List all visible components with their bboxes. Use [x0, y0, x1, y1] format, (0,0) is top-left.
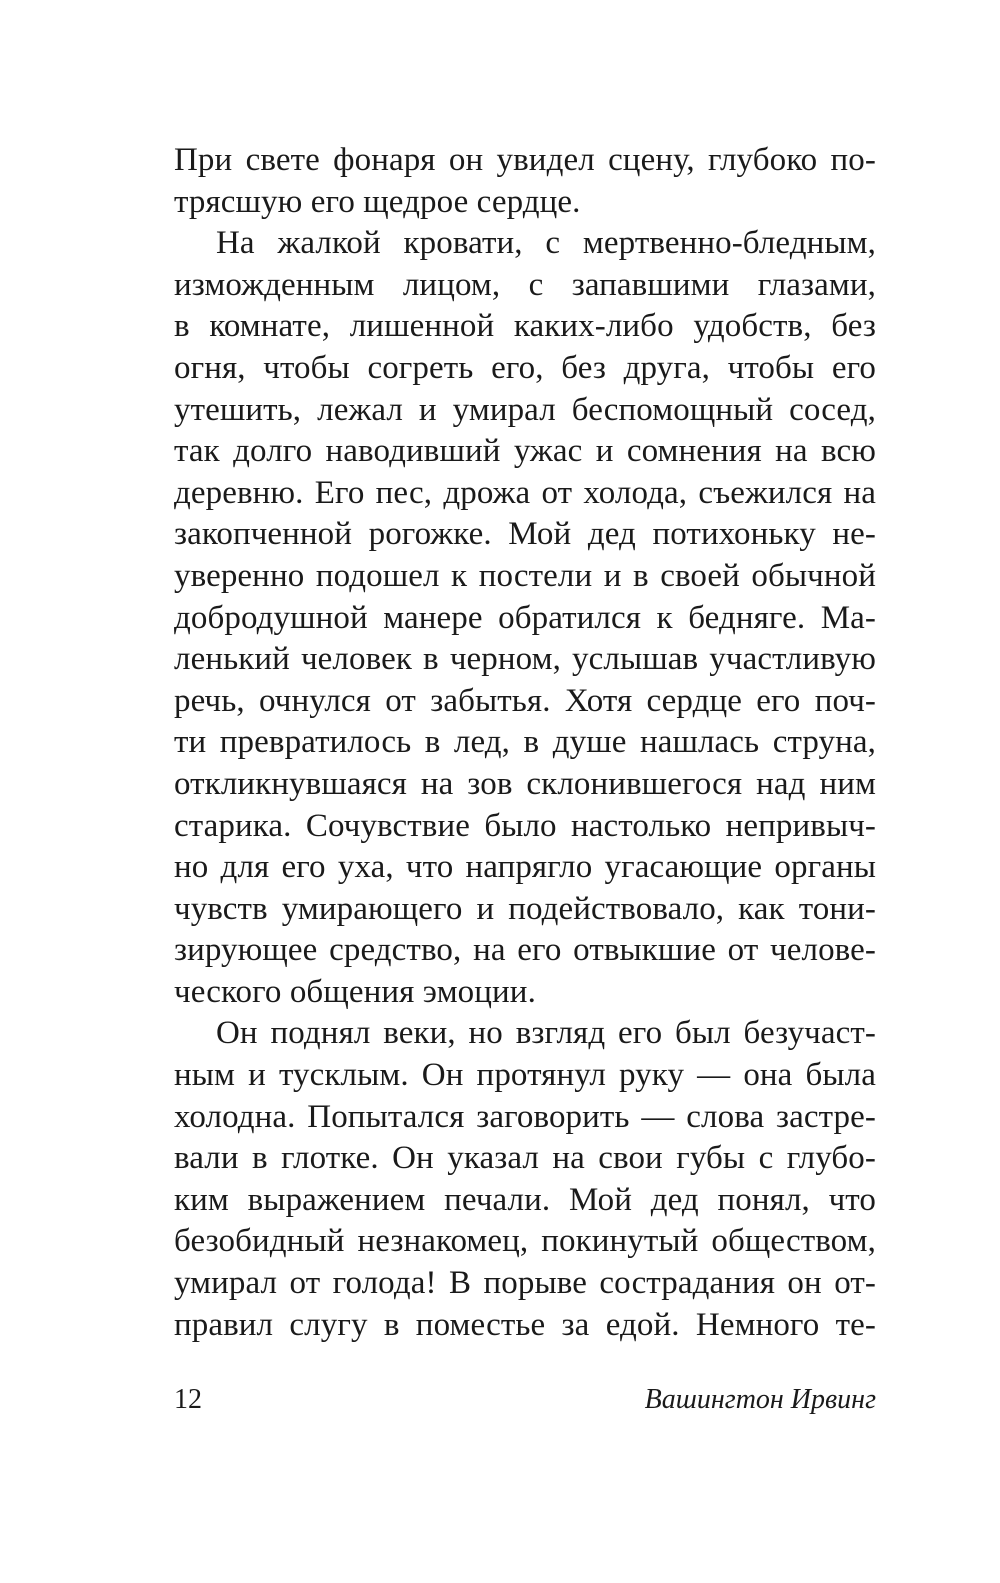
text-line: ти превратилось в лед, в душе нашлась струна, [174, 724, 876, 761]
text-line: ческого общения эмоции. [174, 973, 536, 1010]
text-line: ким выражением печали. Мой дед понял, что [174, 1181, 876, 1218]
page-number: 12 [174, 1384, 202, 1415]
text-line: вали в глотке. Он указал на свои губы с глубо- [174, 1140, 876, 1177]
text-line: но для его уха, что напрягло угасающие органы [174, 849, 876, 886]
body-text [174, 140, 876, 1346]
text-line: холодна. Попытался заговорить — слова застре- [174, 1098, 876, 1135]
text-line: На жалкой кровати, с мертвенно-бледным, [216, 225, 876, 262]
text-line: безобидный незнакомец, покинутый обществом, [174, 1223, 876, 1260]
text-line: чувств умирающего и подействовало, как тони- [174, 890, 876, 927]
text-line: уверенно подошел к постели и в своей обычной [174, 557, 876, 594]
text-line: ным и тусклым. Он протянул руку — она была [174, 1057, 876, 1094]
text-line: огня, чтобы согреть его, без друга, чтобы его [174, 349, 876, 386]
text-line: Он поднял веки, но взгляд его был безучаст- [216, 1015, 876, 1052]
text-line: правил слугу в поместье за едой. Немного те- [174, 1306, 876, 1343]
text-line: речь, очнулся от забытья. Хотя сердце его поч- [174, 682, 876, 719]
text-line: При свете фонаря он увидел сцену, глубоко по- [174, 142, 876, 178]
page-footer [174, 1380, 876, 1420]
text-line: зирующее средство, на его отвыкшие от челове- [174, 932, 876, 969]
text-line: так долго наводивший ужас и сомнения на всю [174, 433, 876, 470]
text-line: деревню. Его пес, дрожа от холода, съежился на [174, 474, 876, 511]
text-line: утешить, лежал и умирал беспомощный сосед, [174, 391, 876, 428]
text-line: умирал от голода! В порыве сострадания он от- [174, 1265, 876, 1302]
text-line: изможденным лицом, с запавшими глазами, [174, 266, 876, 303]
text-line: трясшую его щедрое сердце. [174, 183, 581, 220]
text-line: закопченной рогожке. Мой дед потихоньку не- [174, 516, 876, 553]
text-line: старика. Сочувствие было настолько непривыч- [174, 807, 876, 844]
text-line: ленький человек в черном, услышав участливую [174, 641, 876, 678]
running-title: Вашингтон Ирвинг [644, 1384, 876, 1415]
text-line: откликнувшаяся на зов склонившегося над ним [174, 765, 876, 802]
text-line: добродушной манере обратился к бедняге. Ма- [174, 599, 876, 636]
text-line: в комнате, лишенной каких-либо удобств, без [174, 308, 876, 345]
